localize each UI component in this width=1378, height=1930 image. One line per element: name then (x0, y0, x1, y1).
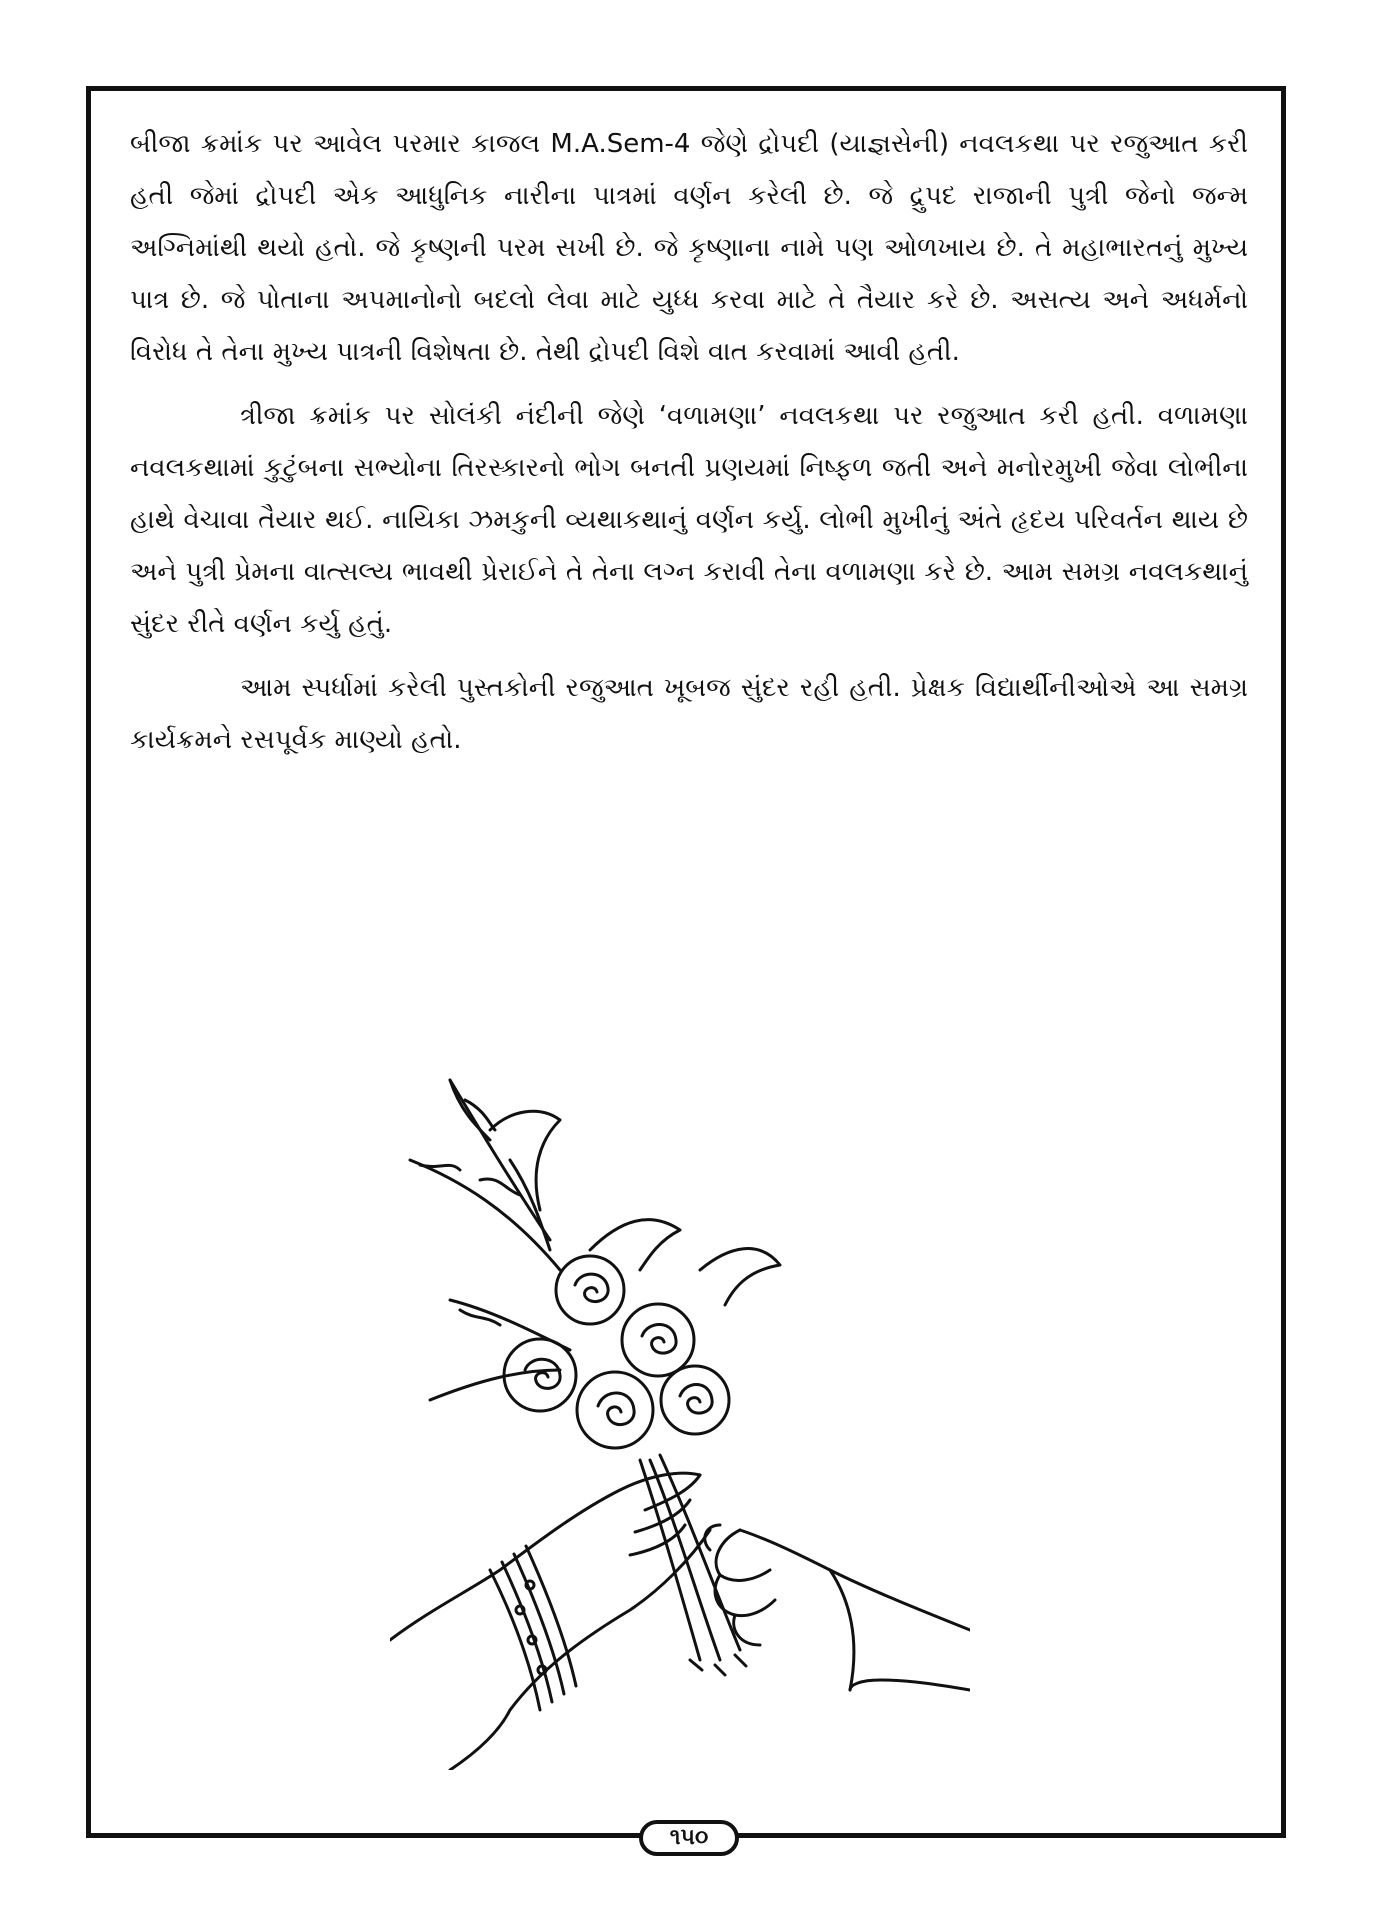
paragraph-draupadi: બીજા ક્રમાંક પર આવેલ પરમાર કાજલ M.A.Sem-4 જેણે દ્રોપદી (યાજ્ઞસેની) નવલકથા પર રજુઆત કરી હતી જેમાં દ્રોપદી એક આધુનિક નારીના પાત્રમાં વર્ણન કરેલી છે. જે દ્રુપદ રાજાની પુત્રી જેનો જન્મ અગ્નિમાંથી થયો હતો. જે કૃષ્ણની પરમ સખી છે. જે કૃષ્ણાના નામે પણ ઓળખાય છે. તે મહાભારતનું મુખ્ય પાત્ર છે. જે પોતાના અપમાનોનો બદલો લેવા માટે યુધ્ધ કરવા માટે તે તૈયાર કરે છે. અસત્ય અને અધર્મનો વિરોધ તે તેના મુખ્ય પાત્રની વિશેષતા છે. તેથી દ્રોપદી વિશે વાત કરવામાં આવી હતી. (130, 129, 1248, 367)
rose-5-icon (661, 1366, 729, 1434)
paragraph-valamana: ત્રીજા ક્રમાંક પર સોલંકી નંદીની જેણે ‘વળામણા’ નવલકથા પર રજુઆત કરી હતી. વળામણા નવલકથામાં કુટુંબના સભ્યોના તિરસ્કારનો ભોગ બનતી પ્રણયમાં નિષ્ફળ જતી અને મનોરમુખી જેવા લોભીના હાથે વેચાવા તૈયાર થઈ. નાયિકા ઝમકુની વ્યથાકથાનું વર્ણન કર્યુ. લોભી મુખીનું અંતે હૃદય પરિવર્તન થાય છે અને પુત્રી પ્રેમના વાત્સલ્ય ભાવથી પ્રેરાઈને તે તેના લગ્ન કરાવી તેના વળામણા કરે છે. આમ સમગ્ર નવલકથાનું સુંદર રીતે વર્ણન કર્યુ હતું. (130, 401, 1248, 639)
paragraph-conclusion: આમ સ્પર્ધામાં કરેલી પુસ્તકોની રજુઆત ખૂબજ સુંદર રહી હતી. પ્રેક્ષક વિદ્યાર્થીનીઓએ આ સમગ્ર કાર્યક્રમને રસપૂર્વક માણ્યો હતો. (130, 673, 1248, 755)
rose-4-icon (577, 1372, 653, 1448)
rose-2-icon (622, 1304, 694, 1376)
page-number: ૧૫૦ (639, 1820, 739, 1856)
body-text (130, 118, 1248, 778)
hands-holding-rose-bouquet-icon (390, 1070, 970, 1770)
bangles-icon (490, 1546, 576, 1710)
rose-1-icon (556, 1256, 624, 1324)
